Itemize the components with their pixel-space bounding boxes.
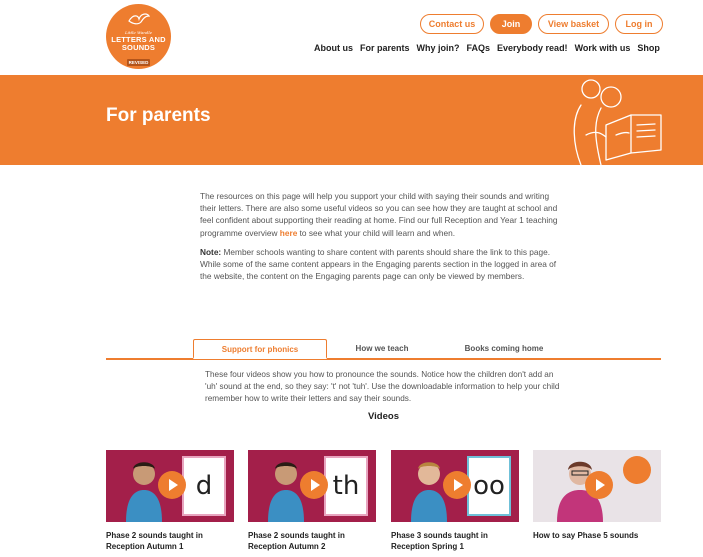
play-icon[interactable]	[158, 471, 186, 499]
videos-heading: Videos	[368, 411, 399, 422]
intro-text	[200, 190, 565, 289]
nav-work-with-us[interactable]: Work with us	[574, 43, 631, 53]
logo-badge-icon	[623, 456, 651, 484]
tab-how-we-teach[interactable]: How we teach	[355, 344, 409, 353]
tab-description: These four videos show you how to pronounce the sounds. Notice how the children don't add an 'uh' sound at the end, so they say: 't' not 'tuh'. Use the downloadable information to help your child remember how to write their letters and say their sounds.	[205, 370, 560, 404]
logo-revised-badge: REVISED	[128, 60, 149, 65]
intro-paragraph: The resources on this page will help you support your child with saying their sounds and writing their letters. There are also some useful videos so you can see how they are taught at school and feel confident about supporting their reading at home. Find our full Reception and Year 1 teaching programme overview here to see what your child will learn and when.	[200, 191, 558, 238]
nav-shop[interactable]: Shop	[637, 43, 660, 53]
video-thumbnail[interactable]	[248, 450, 376, 522]
letter-card: th	[324, 456, 368, 516]
nav-faqs[interactable]: FAQs	[466, 43, 491, 53]
bird-logo-icon	[128, 12, 150, 26]
main-nav	[314, 43, 660, 53]
programme-overview-link[interactable]: here	[279, 227, 298, 238]
nav-why-join[interactable]: Why join?	[416, 43, 460, 53]
play-icon[interactable]	[585, 471, 613, 499]
reader-illustration-icon	[561, 75, 671, 165]
join-button[interactable]: Join	[490, 14, 532, 34]
view-basket-button[interactable]: View basket	[538, 14, 609, 34]
video-caption[interactable]: How to say Phase 5 sounds	[533, 531, 639, 540]
video-thumbnail[interactable]	[106, 450, 234, 522]
contact-us-button[interactable]: Contact us	[420, 14, 484, 34]
note-paragraph: Note: Member schools wanting to share content with parents should share the link to this page. While some of the same content appears in the Engaging parents section in the logged in area of the website, the content on the Engaging parents page can only be viewed by members.	[200, 246, 557, 282]
log-in-button[interactable]: Log in	[615, 14, 663, 34]
tab-books-coming-home[interactable]: Books coming home	[464, 344, 544, 353]
play-icon[interactable]	[300, 471, 328, 499]
video-thumbnail[interactable]	[533, 450, 661, 522]
letter-card: d	[182, 456, 226, 516]
nav-for-parents[interactable]: For parents	[360, 43, 410, 53]
video-caption[interactable]: Phase 2 sounds taught in Reception Autumn 1	[106, 531, 203, 551]
logo-small-text: Little Wandle	[125, 30, 152, 35]
play-icon[interactable]	[443, 471, 471, 499]
tab-support-for-phonics[interactable]: Support for phonics	[193, 339, 327, 359]
video-thumbnail[interactable]	[391, 450, 519, 522]
site-logo[interactable]	[106, 4, 171, 69]
header-buttons	[420, 14, 663, 34]
page-banner	[0, 75, 703, 165]
letter-card: oo	[467, 456, 511, 516]
page-title: For parents	[106, 105, 211, 126]
nav-everybody-read[interactable]: Everybody read!	[497, 43, 568, 53]
video-caption[interactable]: Phase 3 sounds taught in Reception Spring 1	[391, 531, 488, 551]
note-label: Note:	[200, 246, 222, 257]
logo-main-text: LETTERS AND SOUNDS	[111, 35, 166, 52]
nav-about-us[interactable]: About us	[314, 43, 353, 53]
video-caption[interactable]: Phase 2 sounds taught in Reception Autumn 2	[248, 531, 345, 551]
